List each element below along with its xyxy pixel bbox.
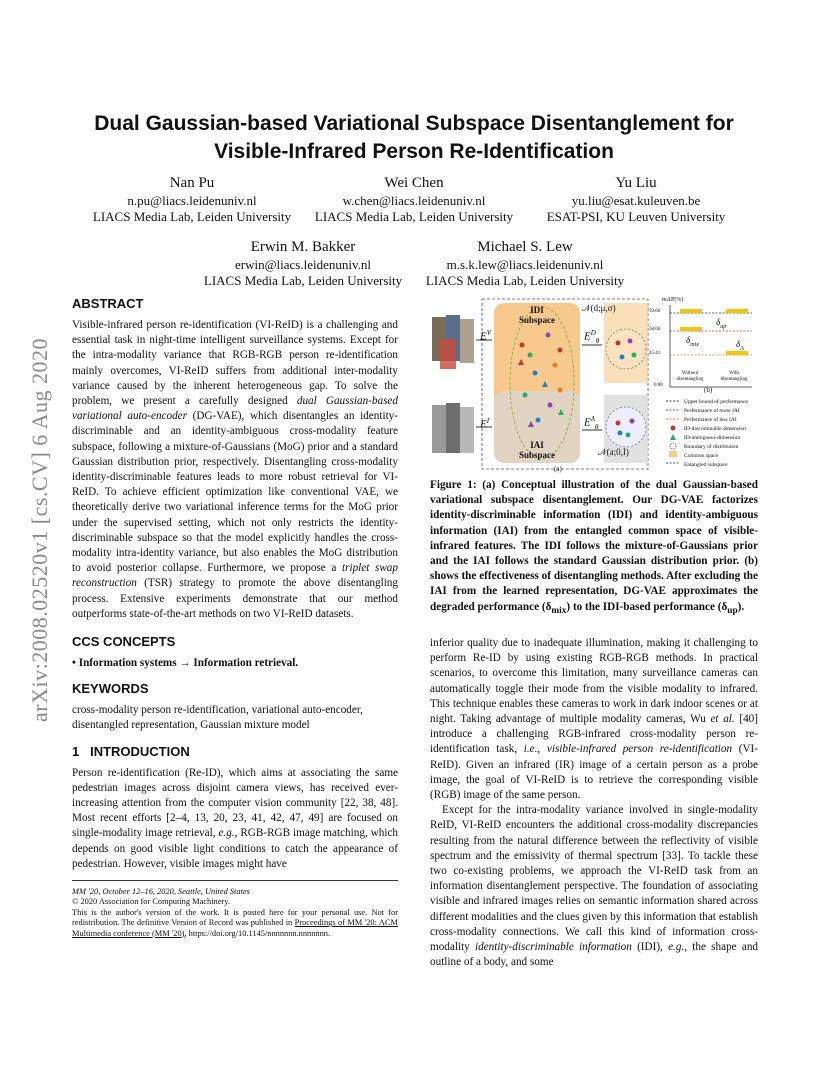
chart-b-tick: 45.41 <box>649 351 661 356</box>
author-block <box>405 237 645 289</box>
footnote-conference: MM '20, October 12–16, 2020, Seattle, United States <box>72 887 250 896</box>
arxiv-stamp <box>20 290 60 770</box>
chart-b-xlabel-with: With disentangling <box>720 371 748 382</box>
delta-mix: $\delta_{mix}$ <box>686 335 699 348</box>
legend-entry: Entangled subspace <box>684 462 728 468</box>
idi-subspace-label: IDI Subspace <box>518 305 555 325</box>
keywords-heading: KEYWORDS <box>72 681 149 697</box>
intro-paragraph: Person re-identification (Re-ID), which aims at associating the same pedestrian images across disjoint camera views, has received ever-increasing attention from the computer vision community [22, 38, 48]. Most recent efforts [2–4, 13, 20, 23, 41, 42, 47, 49] are focused on single-modality image retrieval, e.g., RGB-RGB image matching, which depends on good visible light conditions to catch the appearance of pedestrian. However, visible images might have <box>72 766 399 870</box>
keywords-text: cross-modality person re-identification, variational auto-encoder, disentangled representation, Gaussian mixture model <box>72 704 363 732</box>
chart-b-ylabel: mAP(%) <box>662 297 684 303</box>
author-email: n.pu@liacs.leidenuniv.nl <box>127 193 257 208</box>
footnote-copyright: © 2020 Association for Computing Machinery. <box>72 897 230 907</box>
encoder-visible: $E^V$ <box>480 329 492 343</box>
author-affiliation: LIACS Media Lab, Leiden University <box>203 273 403 288</box>
title-line-1: Dual Gaussian-based Variational Subspace Disentanglement for <box>94 112 734 135</box>
author-affiliation: LIACS Media Lab, Leiden University <box>314 209 514 224</box>
chart-b-tick: 59.66 <box>649 309 661 314</box>
paper-title <box>70 110 758 166</box>
abstract-heading: ABSTRACT <box>72 296 144 311</box>
figure-1 <box>430 295 756 475</box>
intro-paragraph: inferior quality due to inadequate illumination, making it challenging to perform Re-ID by using existing RGB-RGB methods. In practical scenarios, to overcome this limitation, many surveillance cameras can automatically toggle their mode from the visible modality to infrared. This technique enables these cameras to work in dark indoor scenes or at night. Taking advantage of multiple modality cameras, Wu et al. [40] introduce a challenging RGB-infrared cross-modality person re-identification task, i.e., visible-infrared person re-identification (VI-ReID). Given an infrared (IR) image of a certain person as a probe image, the goal of VI-ReID is to retrieve the corresponding visible (RGB) image of the same person. <box>430 637 759 802</box>
legend-entry: Upper bound of performance <box>684 399 748 405</box>
encoder-infrared: $E^I$ <box>480 417 490 431</box>
author-name: Nan Pu <box>169 175 215 191</box>
legend-entry: Common space <box>684 453 719 459</box>
author-email: m.s.k.lew@liacs.leidenuniv.nl <box>446 257 604 272</box>
legend-entry: Performance of less IAI <box>684 417 737 423</box>
figure-caption: Figure 1: (a) Conceptual illustration of the dual Gaussian-based variational subspace disentanglement. Our DG-VAE factorizes identity-discriminable information (IDI) and identity-ambiguous information (IAI) from the entangled common space of visible-infrared features. The IDI follows the mixture-of-Gaussians prior and the IAI follows the standard Gaussian distribution prior. (b) shows the effectiveness of disentangling methods. After excluding the IAI from the learned representation, DG-VAE approximates the degraded performance $(\delta_{mix})$ to the IDI-based performance $(\delta_{up})$. <box>430 479 758 616</box>
legend-entry: ID-discriminable dimension <box>684 426 746 432</box>
legend-entry: ID-ambiguous dimension <box>684 435 741 441</box>
title-line-2: Visible-Infrared Person Re-Identification <box>214 140 614 163</box>
figure-label-a: (a) <box>554 465 562 473</box>
ccs-text: • Information systems → Information retrieval. <box>72 657 299 670</box>
legend-entry: Boundary of distribution <box>684 444 739 450</box>
author-email: w.chen@liacs.leidenuniv.nl <box>342 193 486 208</box>
figure-legend <box>684 398 748 470</box>
delta-a: $\delta_A$ <box>736 339 744 352</box>
encoder-a: $E^A_\theta$ <box>584 415 599 431</box>
abstract-text: Visible-infrared person re-identification (VI-ReID) is a challenging and essential task in night-time intelligent surveillance systems. Except for the intra-modality variance that RGB-RGB person re-identification mainly overcomes, VI-ReID suffers from additional inter-modality variance caused by the inherent heterogeneous gap. To solve the problem, we present a carefully designed dual Gaussian-based variational auto-encoder (DG-VAE), which disentangles an identity-discriminable and an identity-ambiguous cross-modality feature subspace, following a mixture-of-Gaussians (MoG) prior and a standard Gaussian distribution prior, respectively. Disentangling cross-modality identity-discriminable features leads to more robust retrieval for VI-ReID. To achieve efficient optimization like conventional VAE, we theoretically derive two variational inference terms for the MoG prior under the supervised setting, which not only restricts the identity-discriminable subspace so that the model explicitly handles the cross-modality intra-identity variance, but also enables the MoG distribution to avoid posterior collapse. Furthermore, we propose a triplet swap reconstruction (TSR) strategy to promote the above disentangling process. Extensive experiments demonstrate that our method outperforms state-of-the-art methods on two VI-ReID datasets. <box>72 319 398 620</box>
right-column <box>430 636 758 970</box>
legend-markers <box>666 401 680 463</box>
author-block <box>183 237 423 289</box>
visible-images <box>432 315 474 369</box>
author-name: Erwin M. Bakker <box>250 239 356 255</box>
chart-b-tick: 0.00 <box>654 383 663 388</box>
author-email: yu.liu@esat.kuleuven.be <box>571 193 701 208</box>
intro-heading: 1 INTRODUCTION <box>72 743 190 759</box>
author-block <box>516 173 756 225</box>
author-email: erwin@liacs.leidenuniv.nl <box>234 257 372 272</box>
figure-label-b: (b) <box>704 386 713 394</box>
author-name: Wei Chen <box>384 175 444 191</box>
chart-b-xlabel-without: Without disentangling <box>676 371 704 382</box>
author-block <box>294 173 534 225</box>
author-affiliation: LIACS Media Lab, Leiden University <box>92 209 292 224</box>
iai-subspace-label: IAI Subspace <box>518 440 555 460</box>
author-affiliation: LIACS Media Lab, Leiden University <box>425 273 625 288</box>
author-affiliation: ESAT-PSI, KU Leuven University <box>546 209 726 224</box>
author-name: Michael S. Lew <box>477 239 573 255</box>
arxiv-id: arXiv:2008.02520v1 [cs.CV] 6 Aug 2020 <box>27 338 52 722</box>
mog-prior-label: 𝒩(d;μ,σ) <box>582 303 616 313</box>
encoder-d: $E^D_\theta$ <box>584 329 600 345</box>
infrared-images <box>432 403 474 453</box>
chart-b-tick: 58.66 <box>649 327 661 332</box>
legend-entry: Performance of more IAI <box>684 408 740 414</box>
author-name: Yu Liu <box>615 175 657 191</box>
author-block <box>72 173 312 225</box>
intro-paragraph: Except for the intra-modality variance involved in single-modality ReID, VI-ReID encounters the additional cross-modality discrepancies resulting from the natural difference between the reflectivity of visible spectrum and the emissivity of thermal spectrum [33]. To tackle these two co-existing problems, we approach the VI-ReID task from an information disentanglement perspective. The foundation of associating visible and infrared images relies on semantic information shared across different modalities and the clues given by this information that establish cross-modality connections. We call this kind of information cross-modality identity-discriminable information (IDI), e.g., the shape and outline of a body, and some <box>430 804 759 969</box>
delta-up: $\delta_{up}$ <box>716 317 727 330</box>
gaussian-prior-label: 𝒩(a;0,I) <box>598 447 629 457</box>
left-column <box>72 296 398 872</box>
footnote-body: This is the author's version of the work. It is posted here for your personal use. Not for redistribution. The definitive Version of Record was published in Proceedings of MM '20: ACM Multimedia conference (MM '20), https://doi.org/10.1145/nnnnnnn.nnnnnnn. <box>72 907 398 938</box>
ccs-heading: CCS CONCEPTS <box>72 634 176 650</box>
footnote <box>72 880 398 939</box>
